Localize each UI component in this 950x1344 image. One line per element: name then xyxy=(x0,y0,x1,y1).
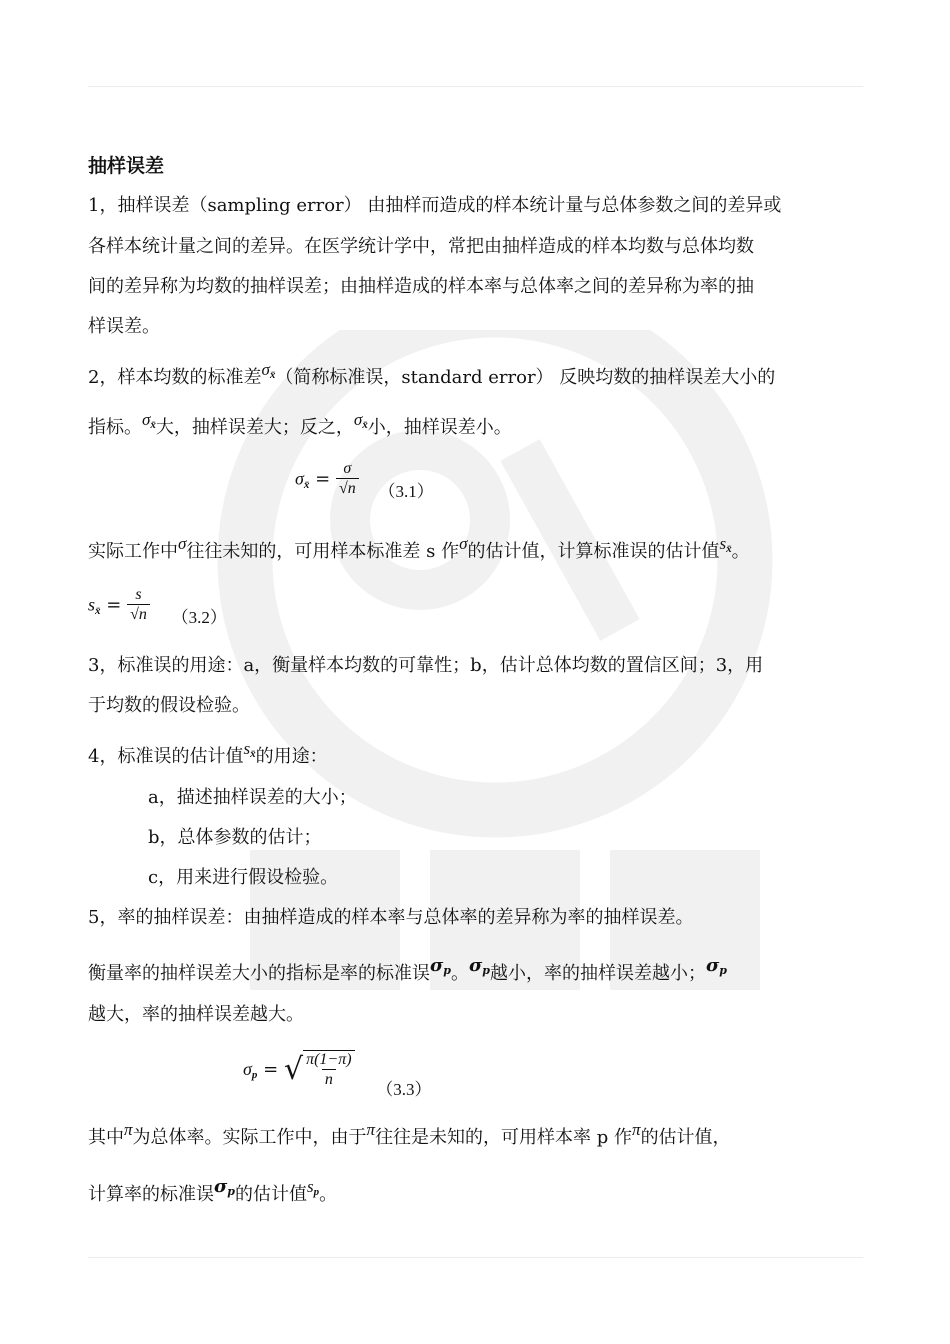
sigma-p-symbol: σp xyxy=(468,955,490,977)
text-segment: 4，标准误的估计值 xyxy=(88,746,244,767)
text-segment: 小，抽样误差小。 xyxy=(367,417,512,438)
list-item: a，描述抽样误差的大小； xyxy=(148,787,357,808)
text-segment: 2，样本均数的标准差 xyxy=(88,367,262,388)
text-segment: （简称标准误，standard error） 反映均数的抽样误差大小的 xyxy=(275,367,776,388)
paragraph-2-line-2 xyxy=(88,410,512,442)
paragraph-1-line-2: 各样本统计量之间的差异。在医学统计学中，常把由抽样造成的样本均数与总体均数 xyxy=(88,236,754,257)
pi-symbol: π xyxy=(366,1120,376,1139)
eq-fraction xyxy=(303,1050,354,1090)
eq-lhs: σ xyxy=(243,1059,252,1079)
eq-equals: = xyxy=(315,468,331,490)
text-segment: 。 xyxy=(731,541,750,562)
paragraph-6: 5，率的抽样误差：由抽样造成的样本率与总体率的差异称为率的抽样误差。 xyxy=(88,907,694,928)
equation-3-3 xyxy=(243,1050,432,1099)
text-segment: 。 xyxy=(319,1184,338,1205)
equation-number: （3.2） xyxy=(171,607,227,627)
paragraph-1-line-1: 1，抽样误差（sampling error） 由抽样而造成的样本统计量与总体参数之间的差异或 xyxy=(88,195,782,216)
eq-lhs-sub: p xyxy=(251,1069,258,1081)
text-segment: 往往是未知的，可用样本率 p 作 xyxy=(375,1127,633,1148)
fraction-denominator: √n xyxy=(127,604,150,625)
paragraph-3 xyxy=(88,534,750,566)
radical-sign: √ xyxy=(283,1052,304,1087)
section-title: 抽样误差 xyxy=(88,155,165,177)
text-segment: 其中 xyxy=(88,1127,124,1148)
eq-fraction xyxy=(127,586,150,625)
sigma-symbol: σ xyxy=(459,534,468,553)
s-p-symbol: sp xyxy=(306,1177,320,1198)
sigma-p-symbol: σp xyxy=(214,1176,235,1198)
sigma-p-symbol: σp xyxy=(705,955,727,977)
fraction-denominator: √n xyxy=(336,478,359,499)
text-segment: 大，抽样误差大；反之， xyxy=(155,417,354,438)
eq-lhs: σ xyxy=(295,468,304,489)
paragraph-1-line-3: 间的差异称为均数的抽样误差；由抽样造成的样本率与总体率之间的差异称为率的抽 xyxy=(88,276,754,297)
equation-3-2 xyxy=(88,586,227,625)
fraction-numerator: s xyxy=(135,586,142,603)
sigma-p-symbol: σp xyxy=(430,955,451,977)
sigma-xbar-symbol: σx̄ xyxy=(261,360,276,381)
paragraph-7-line-2: 越大，率的抽样误差越大。 xyxy=(88,1004,304,1025)
eq-fraction xyxy=(336,460,359,499)
list-item: c，用来进行假设检验。 xyxy=(148,867,339,888)
text-segment: 实际工作中 xyxy=(88,541,178,562)
text-segment: 的估计值，计算标准误的估计值 xyxy=(467,541,720,562)
paragraph-8-line-2 xyxy=(88,1176,338,1209)
equation-3-1 xyxy=(295,460,434,499)
text-segment: 的用途： xyxy=(255,746,328,767)
s-xbar-symbol: sx̄ xyxy=(243,739,256,760)
pi-symbol: π xyxy=(632,1120,641,1139)
list-item: b，总体参数的估计； xyxy=(148,827,322,848)
footer-rule xyxy=(88,1257,863,1258)
eq-equals: = xyxy=(106,594,122,616)
eq-lhs-sub: x̄ xyxy=(303,478,310,491)
eq-lhs-sub: x̄ xyxy=(95,604,101,617)
pi-symbol: π xyxy=(124,1120,133,1139)
text-segment: 为总体率。实际工作中，由于 xyxy=(132,1127,367,1148)
paragraph-1-line-4: 样误差。 xyxy=(88,316,160,337)
fraction-numerator: π(1−π) xyxy=(306,1051,352,1068)
fraction-denominator: n xyxy=(322,1069,336,1090)
text-segment: 的估计值 xyxy=(234,1184,307,1205)
eq-equals: = xyxy=(263,1059,279,1080)
sigma-symbol: σ xyxy=(178,534,187,553)
text-segment: 指标。 xyxy=(88,417,142,438)
header-rule xyxy=(88,86,863,87)
text-segment: 的估计值， xyxy=(640,1127,731,1148)
text-segment: 。 xyxy=(450,963,469,984)
fraction-numerator: σ xyxy=(343,460,352,477)
text-segment: 越小，率的抽样误差越小； xyxy=(489,963,706,984)
paragraph-5-heading xyxy=(88,739,328,771)
paragraph-2-line-1 xyxy=(88,360,776,392)
paragraph-7-line-1 xyxy=(88,955,727,988)
text-segment: 衡量率的抽样误差大小的指标是率的标准误 xyxy=(88,963,430,984)
paragraph-8-line-1 xyxy=(88,1120,731,1150)
eq-lhs: s xyxy=(88,594,96,615)
sigma-xbar-symbol: σx̄ xyxy=(142,410,156,431)
sigma-xbar-symbol: σx̄ xyxy=(353,410,368,431)
equation-number: （3.1） xyxy=(378,481,434,501)
text-segment: 往往未知的，可用样本标准差 s 作 xyxy=(186,541,460,562)
s-xbar-symbol: sx̄ xyxy=(719,534,732,555)
text-segment: 计算率的标准误 xyxy=(88,1184,214,1205)
paragraph-4-line-2: 于均数的假设检验。 xyxy=(88,695,250,716)
equation-number: （3.3） xyxy=(376,1080,432,1099)
paragraph-4-line-1: 3，标准误的用途：a，衡量样本均数的可靠性；b，估计总体均数的置信区间；3，用 xyxy=(88,655,764,676)
